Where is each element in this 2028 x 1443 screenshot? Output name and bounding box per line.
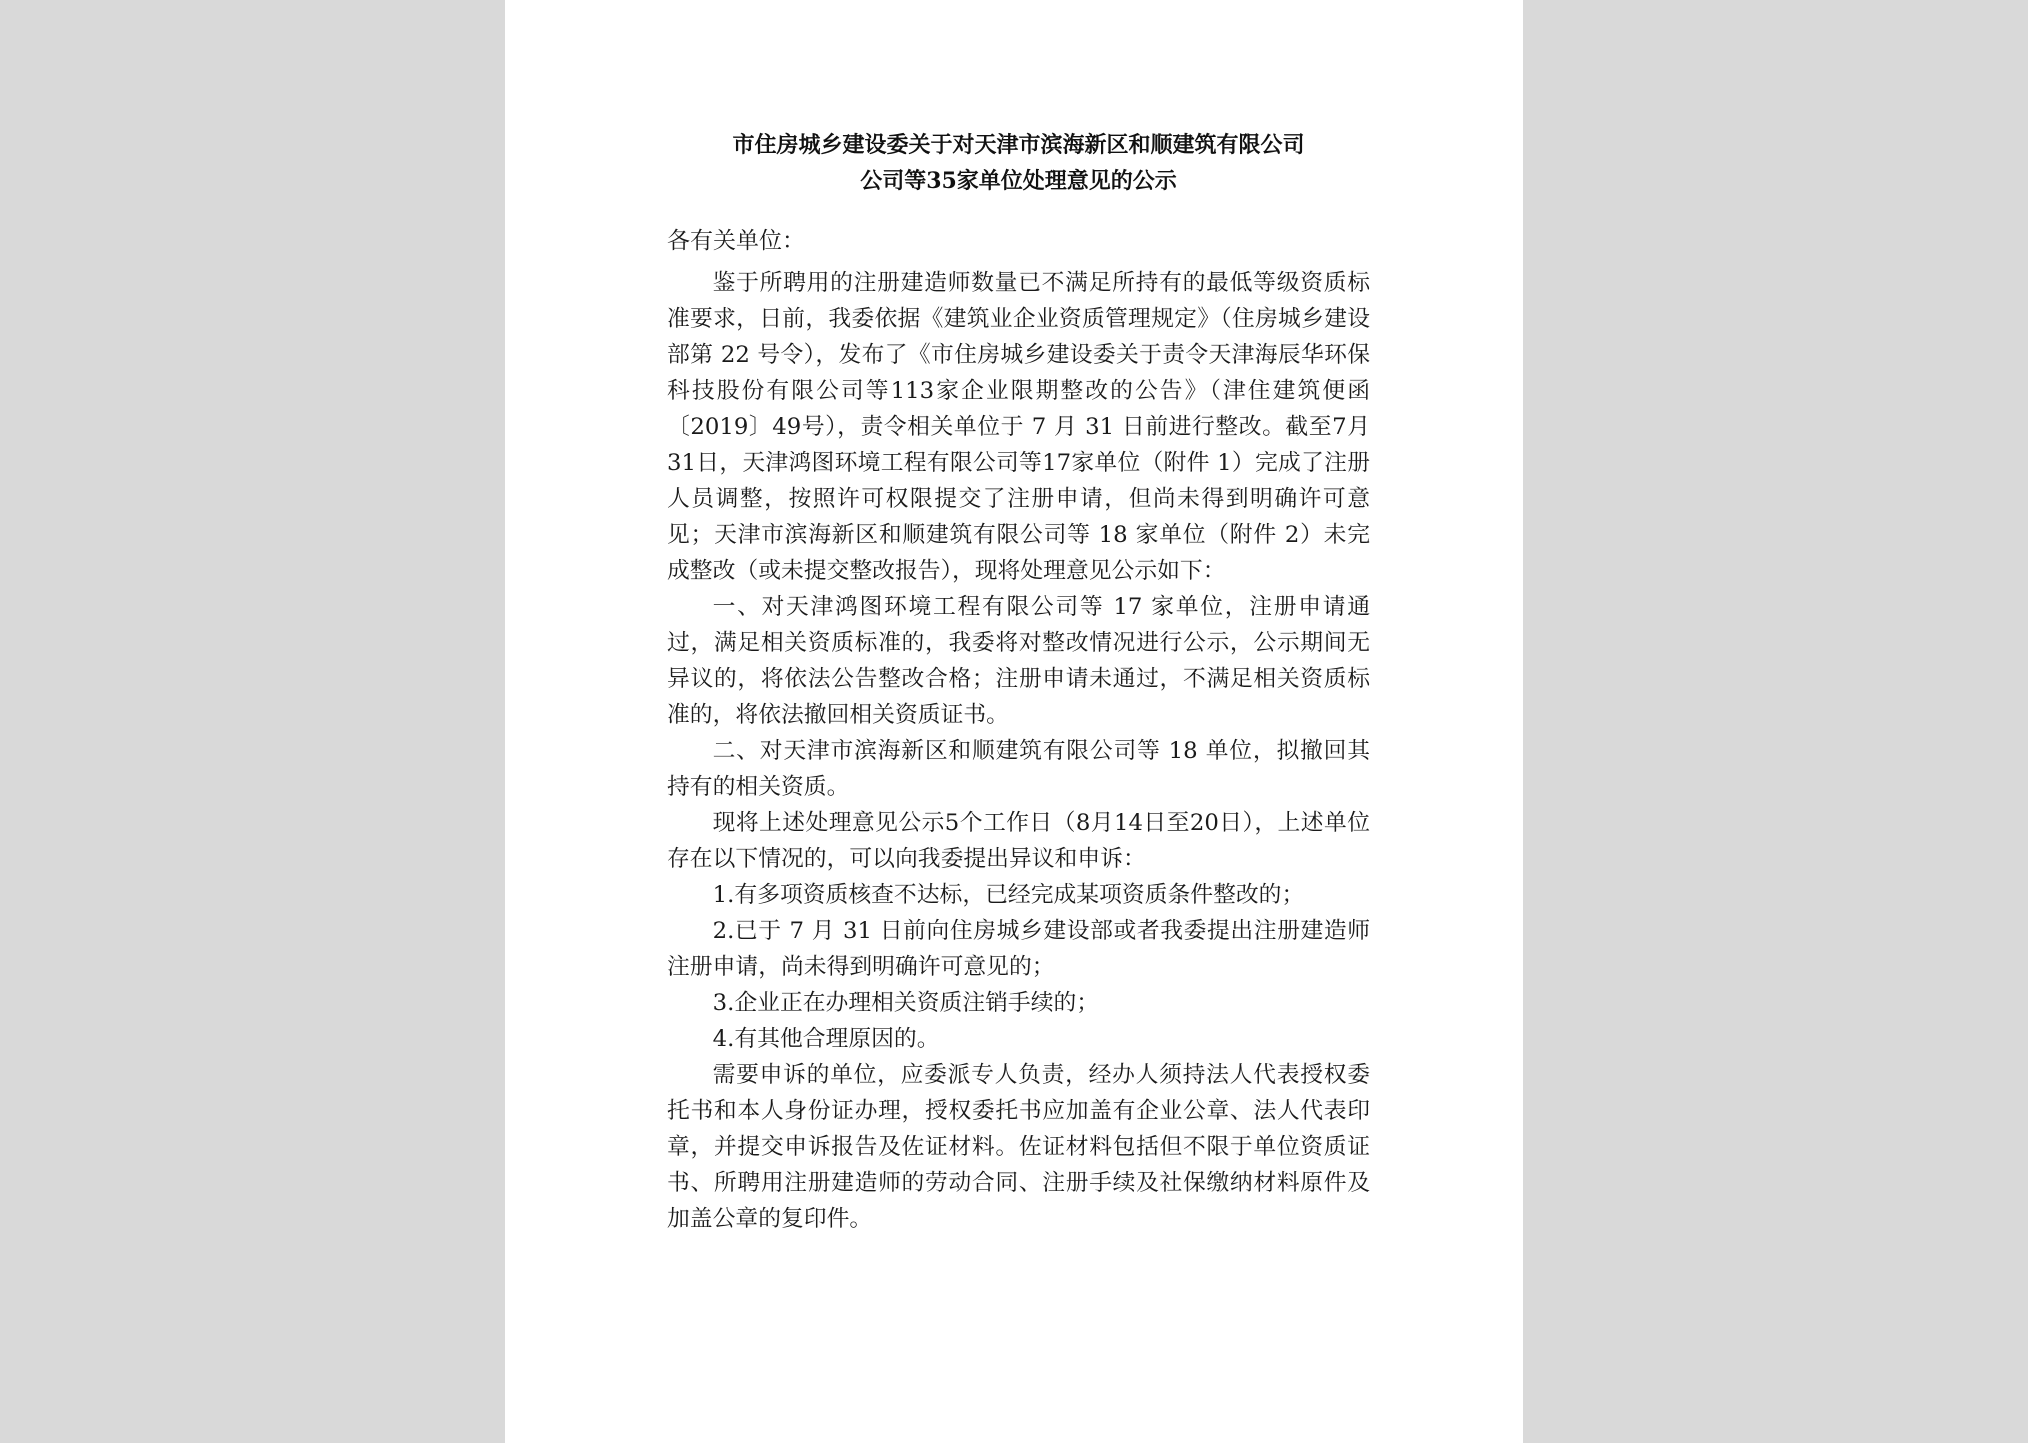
document-page	[505, 0, 1523, 1443]
salutation: 各有关单位：	[667, 228, 805, 254]
paragraph-notice-period: 现将上述处理意见公示5个工作日（8月14日至20日），上述单位存在以下情况的，可以向我委提出异议和申诉：	[667, 810, 1370, 872]
list-item-3: 3.企业正在办理相关资质注销手续的；	[712, 990, 1100, 1016]
list-item-4: 4.有其他合理原因的。	[712, 1026, 940, 1052]
list-item-1: 1.有多项资质核查不达标，已经完成某项资质条件整改的；	[712, 882, 1305, 908]
paragraph-item-one: 一、对天津鸿图环境工程有限公司等 17 家单位，注册申请通过，满足相关资质标准的，我委将对整改情况进行公示，公示期间无异议的，将依法公告整改合格；注册申请未通过，不满足相关资质标准的，将依法撤回相关资质证书。	[667, 594, 1370, 728]
document-body	[667, 265, 1370, 1237]
list-item-2: 2.已于 7 月 31 日前向住房城乡建设部或者我委提出注册建造师注册申请，尚未得到明确许可意见的；	[667, 918, 1370, 980]
paragraph-intro: 鉴于所聘用的注册建造师数量已不满足所持有的最低等级资质标准要求，日前，我委依据《建筑业企业资质管理规定》（住房城乡建设部第 22 号令），发布了《市住房城乡建设委关于责令天津海辰华环保科技股份有限公司等113家企业限期整改的公告》（津住建筑便函〔2019〕49号），责令相关单位于 7 月 31 日前进行整改。截至7月31日，天津鸿图环境工程有限公司等17家单位（附件 1）完成了注册人员调整，按照许可权限提交了注册申请，但尚未得到明确许可意见；天津市滨海新区和顺建筑有限公司等 18 家单位（附件 2）未完成整改（或未提交整改报告），现将处理意见公示如下：	[667, 270, 1370, 584]
paragraph-appeal-requirements: 需要申诉的单位，应委派专人负责，经办人须持法人代表授权委托书和本人身份证办理，授权委托书应加盖有企业公章、法人代表印章，并提交申诉报告及佐证材料。佐证材料包括但不限于单位资质证书、所聘用注册建造师的劳动合同、注册手续及社保缴纳材料原件及加盖公章的复印件。	[667, 1062, 1370, 1232]
document-title	[667, 127, 1370, 199]
document-content	[667, 127, 1370, 1237]
title-line-2: 公司等35家单位处理意见的公示	[860, 168, 1177, 194]
title-line-1: 市住房城乡建设委关于对天津市滨海新区和顺建筑有限公司	[732, 132, 1305, 158]
paragraph-item-two: 二、对天津市滨海新区和顺建筑有限公司等 18 单位，拟撤回其持有的相关资质。	[667, 738, 1370, 800]
